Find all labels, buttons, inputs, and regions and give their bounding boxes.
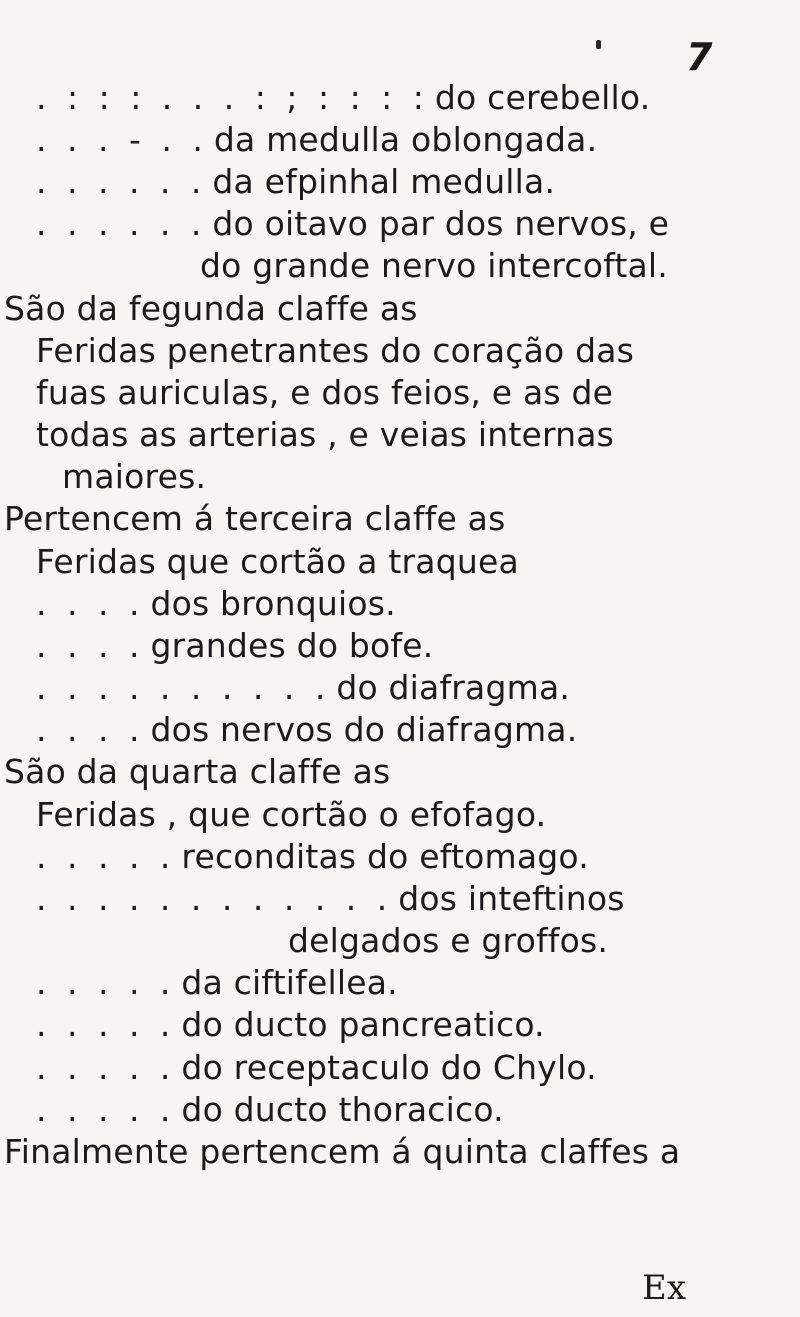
text-line: [36, 626, 433, 666]
ink-mark: [596, 40, 601, 49]
leader-dots: . . . . . . . . . . . .: [36, 879, 393, 918]
line-text: grandes do bofe.: [150, 626, 434, 665]
line-text: dos bronquios.: [150, 584, 396, 623]
line-text: do ducto thoracico.: [181, 1090, 504, 1129]
text-line: [200, 246, 668, 286]
text-line: [36, 78, 650, 118]
page-number: 7: [686, 35, 713, 79]
text-line: [36, 668, 570, 708]
line-text: do diafragma.: [336, 668, 571, 707]
line-text: reconditas do eftomago.: [181, 837, 589, 876]
text-line: [36, 879, 625, 919]
line-text: Feridas penetrantes do coração das: [36, 331, 635, 370]
line-text: São da quarta claffe as: [4, 752, 391, 791]
line-text: Pertencem á terceira claffe as: [4, 499, 506, 538]
catchword: Ex: [642, 1268, 686, 1308]
line-text: da medulla oblongada.: [213, 120, 598, 159]
text-line: [36, 795, 546, 835]
leader-dots: . . . . . .: [36, 162, 207, 201]
leader-dots: . . . .: [36, 584, 145, 623]
text-line: [36, 331, 634, 371]
text-line: [4, 499, 506, 539]
text-line: [4, 289, 418, 329]
text-line: [62, 457, 206, 497]
line-text: do receptaculo do Chylo.: [181, 1048, 597, 1087]
text-line: [36, 162, 555, 202]
text-line: [36, 963, 398, 1003]
line-text: dos nervos do diafragma.: [150, 710, 578, 749]
text-line: [36, 837, 589, 877]
leader-dots: . . . .: [36, 626, 145, 665]
line-text: da efpinhal medulla.: [212, 162, 556, 201]
leader-dots: . . . . .: [36, 963, 176, 1002]
leader-dots: . . . - . .: [36, 120, 208, 159]
text-line: [36, 1048, 597, 1088]
text-line: [36, 204, 669, 244]
line-text: do oitavo par dos nervos, e: [212, 204, 670, 243]
line-text: Feridas que cortão a traquea: [36, 542, 519, 581]
text-line: [288, 921, 608, 961]
text-line: [36, 373, 613, 413]
line-text: Feridas , que cortão o efofago.: [36, 795, 547, 834]
leader-dots: . . . .: [36, 710, 145, 749]
leader-dots: . . . . .: [36, 1090, 176, 1129]
text-line: [36, 415, 614, 455]
text-line: [4, 752, 390, 792]
line-text: São da fegunda claffe as: [4, 289, 418, 328]
line-text: fuas auriculas, e dos feios, e as de: [36, 373, 614, 412]
leader-dots: . . . . .: [36, 1005, 176, 1044]
text-line: [36, 120, 597, 160]
line-text: Finalmente pertencem á quinta claffes a: [4, 1132, 681, 1171]
line-text: maiores.: [62, 457, 207, 496]
leader-dots: . . . . .: [36, 837, 176, 876]
text-line: [36, 1005, 545, 1045]
line-text: da ciftifellea.: [181, 963, 398, 1002]
line-text: todas as arterias , e veias internas: [36, 415, 615, 454]
text-line: [36, 1090, 504, 1130]
text-line: [36, 542, 519, 582]
leader-dots: . : : : . . . : ; : : : :: [36, 78, 429, 117]
leader-dots: . . . . . . . . . .: [36, 668, 331, 707]
line-text: dos inteftinos: [398, 879, 625, 918]
line-text: do grande nervo intercoftal.: [200, 246, 668, 285]
leader-dots: . . . . .: [36, 1048, 176, 1087]
text-line: [4, 1132, 680, 1172]
text-line: [36, 584, 396, 624]
line-text: do ducto pancreatico.: [181, 1005, 545, 1044]
text-line: [36, 710, 577, 750]
line-text: do cerebello.: [434, 78, 651, 117]
leader-dots: . . . . . .: [36, 204, 207, 243]
line-text: delgados e groffos.: [288, 921, 609, 960]
